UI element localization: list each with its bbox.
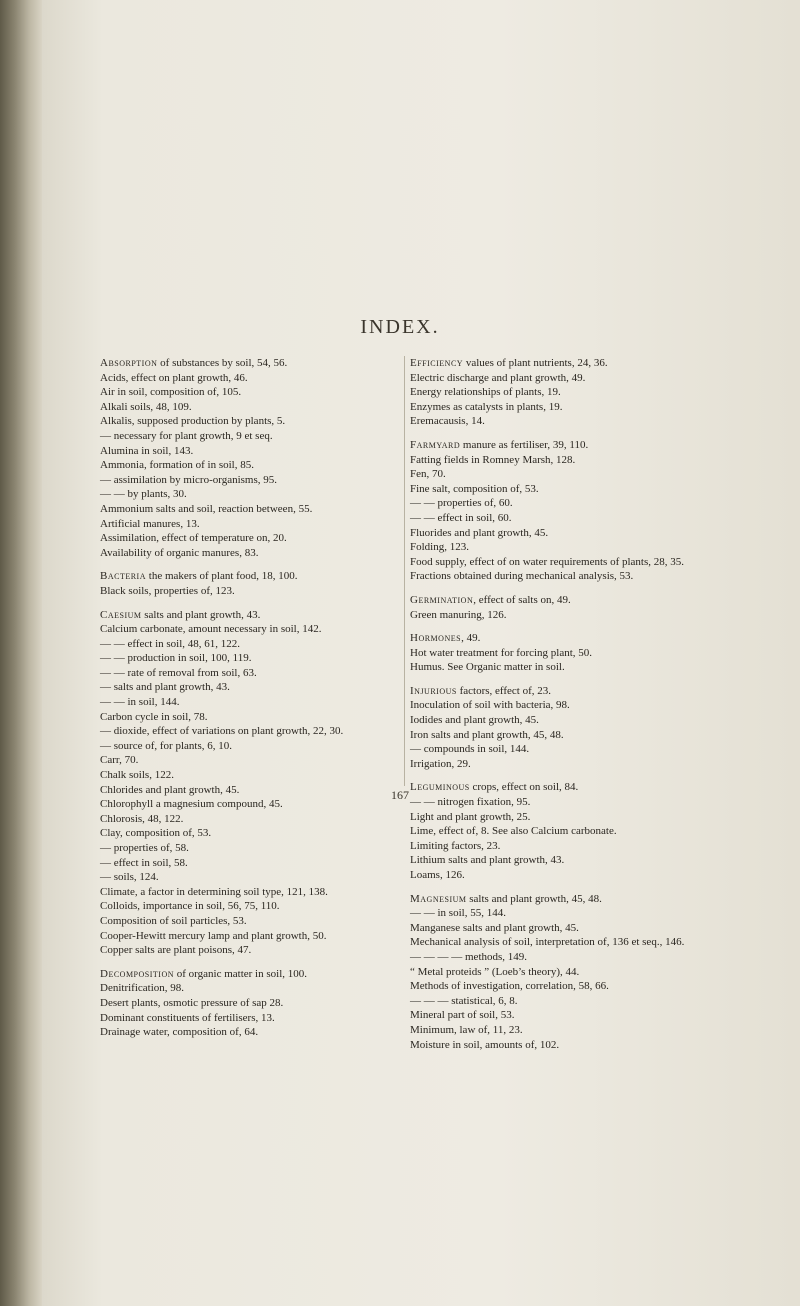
entry-text: — — properties of, 60. xyxy=(410,497,513,510)
index-entry xyxy=(410,660,730,675)
entry-text: Chlorides and plant growth, 45. xyxy=(100,783,240,796)
index-entry xyxy=(410,593,730,608)
entry-text: Artificial manures, 13. xyxy=(100,517,200,530)
index-entry xyxy=(410,356,730,371)
index-entry xyxy=(100,870,400,885)
entry-text: of organic matter in soil, 100. xyxy=(174,967,308,980)
section-gap xyxy=(100,958,400,967)
entry-text: Food supply, effect of on water requirements of plants, 28, 35. xyxy=(410,555,685,568)
index-entry xyxy=(100,929,400,944)
section-lead-word: Decomposition xyxy=(100,967,175,980)
index-entry xyxy=(410,438,730,453)
entry-text: Iron salts and plant growth, 45, 48. xyxy=(410,728,564,741)
index-entry xyxy=(100,637,400,652)
index-entry xyxy=(410,1023,730,1038)
entry-text: Chalk soils, 122. xyxy=(100,769,174,782)
entry-text: Chlorophyll a magnesium compound, 45. xyxy=(100,798,283,811)
entry-text: Drainage water, composition of, 64. xyxy=(100,1026,259,1039)
section-gap xyxy=(410,771,730,780)
index-entry xyxy=(410,631,730,646)
section-lead-word: Absorption xyxy=(100,357,158,369)
section-gap xyxy=(410,675,730,684)
entry-text: Irrigation, 29. xyxy=(410,757,471,770)
entry-text: “ Metal proteids ” (Loeb’s theory), 44. xyxy=(410,965,580,978)
index-entry xyxy=(410,950,730,965)
index-entry xyxy=(100,429,400,444)
entry-text: Ammonium salts and soil, reaction between, 55. xyxy=(100,502,313,515)
index-entry xyxy=(410,921,730,936)
index-entry xyxy=(410,385,730,400)
entry-text: Calcium carbonate, amount necessary in soil, 142. xyxy=(100,623,322,636)
entry-text: Air in soil, composition of, 105. xyxy=(100,386,242,399)
index-entry xyxy=(410,371,730,386)
entry-text: the makers of plant food, 18, 100. xyxy=(146,570,298,583)
entry-text: Limiting factors, 23. xyxy=(410,839,501,852)
entry-text: Loams, 126. xyxy=(410,869,465,881)
index-entry xyxy=(100,356,400,371)
entry-text: Ammonia, formation of in soil, 85. xyxy=(100,459,254,472)
entry-text: Chlorosis, 48, 122. xyxy=(100,812,184,825)
index-entry xyxy=(100,996,400,1011)
entry-text: Manganese salts and plant growth, 45. xyxy=(410,921,579,934)
section-gap xyxy=(100,560,400,569)
index-entry xyxy=(100,812,400,827)
section-lead-word: Caesium xyxy=(100,608,142,621)
index-entry xyxy=(410,684,730,699)
section-gap xyxy=(410,622,730,631)
index-entry xyxy=(410,1038,730,1053)
page-number: 167 xyxy=(391,788,409,802)
index-entry xyxy=(100,517,400,532)
index-entry xyxy=(410,555,730,570)
entry-text: , 49. xyxy=(461,632,481,645)
entry-text: — effect in soil, 58. xyxy=(100,856,188,869)
entry-text: Copper salts are plant poisons, 47. xyxy=(100,944,252,957)
entry-text: factors, effect of, 23. xyxy=(456,684,552,697)
index-entry xyxy=(100,622,400,637)
entry-text: crops, effect on soil, 84. xyxy=(469,781,579,794)
index-entry xyxy=(100,666,400,681)
section-gap xyxy=(410,883,730,892)
index-entry xyxy=(410,608,730,623)
entry-text: — source of, for plants, 6, 10. xyxy=(100,739,232,752)
section-lead-word: Farmyard xyxy=(410,438,461,451)
index-entry xyxy=(100,710,400,725)
index-entry xyxy=(100,531,400,546)
section-gap xyxy=(410,429,730,438)
index-entry xyxy=(100,841,400,856)
index-entry xyxy=(410,994,730,1009)
entry-text: Desert plants, osmotic pressure of sap 28. xyxy=(100,996,284,1009)
entry-text: , effect of salts on, 49. xyxy=(473,593,571,606)
entry-text: Inoculation of soil with bacteria, 98. xyxy=(410,699,570,712)
index-entry xyxy=(410,496,730,511)
entry-text: Carr, 70. xyxy=(100,754,139,767)
entry-text: — soils, 124. xyxy=(100,871,159,884)
entry-text: Fluorides and plant growth, 45. xyxy=(410,526,549,539)
index-entry xyxy=(100,546,400,561)
entry-text: salts and plant growth, 43. xyxy=(141,608,261,621)
index-entry xyxy=(100,899,400,914)
entry-text: Fine salt, composition of, 53. xyxy=(410,482,539,495)
section-lead-word: Magnesium xyxy=(410,892,467,905)
entry-text: — — in soil, 144. xyxy=(100,696,180,709)
section-gap xyxy=(410,584,730,593)
entry-text: manure as fertiliser, 39, 110. xyxy=(460,438,589,451)
index-entry xyxy=(410,906,730,921)
entry-text: Alumina in soil, 143. xyxy=(100,444,194,457)
index-entry xyxy=(100,569,400,584)
index-entry xyxy=(100,473,400,488)
index-entry xyxy=(410,511,730,526)
index-entry xyxy=(100,444,400,459)
entry-text: — properties of, 58. xyxy=(100,842,189,854)
entry-text: Denitrification, 98. xyxy=(100,982,185,995)
entry-text: — dioxide, effect of variations on plant growth, 22, 30. xyxy=(100,725,344,738)
index-entry xyxy=(410,526,730,541)
index-entry xyxy=(410,569,730,584)
entry-text: Fen, 70. xyxy=(410,468,446,481)
index-entry xyxy=(410,414,730,429)
index-entry xyxy=(410,742,730,757)
entry-text: — necessary for plant growth, 9 et seq. xyxy=(100,429,273,442)
entry-text: Black soils, properties of, 123. xyxy=(100,584,235,597)
entry-text: — assimilation by micro-organisms, 95. xyxy=(100,473,278,486)
index-entry xyxy=(410,467,730,482)
index-entry xyxy=(410,935,730,950)
index-entry xyxy=(410,965,730,980)
index-entry xyxy=(410,868,730,883)
index-entry xyxy=(410,698,730,713)
index-entry xyxy=(410,540,730,555)
index-entry xyxy=(100,739,400,754)
entry-text: Energy relationships of plants, 19. xyxy=(410,386,561,399)
index-column-left xyxy=(100,356,400,1040)
index-column-right xyxy=(410,356,730,1052)
entry-text: Hot water treatment for forcing plant, 50. xyxy=(410,646,593,659)
entry-text: Moisture in soil, amounts of, 102. xyxy=(410,1038,560,1051)
index-entry xyxy=(100,400,400,415)
entry-text: Colloids, importance in soil, 56, 75, 110. xyxy=(100,900,280,913)
index-entry xyxy=(410,892,730,907)
index-entry xyxy=(410,400,730,415)
entry-text: Folding, 123. xyxy=(410,541,469,554)
index-entry xyxy=(100,943,400,958)
book-spine-edge xyxy=(0,0,42,1306)
index-entry xyxy=(410,853,730,868)
entry-text: — — by plants, 30. xyxy=(100,488,187,501)
entry-text: Cooper-Hewitt mercury lamp and plant growth, 50. xyxy=(100,929,327,942)
entry-text: Alkalis, supposed production by plants, 5. xyxy=(100,415,286,428)
entry-text: Minimum, law of, 11, 23. xyxy=(410,1023,523,1036)
entry-text: salts and plant growth, 45, 48. xyxy=(466,892,602,905)
section-lead-word: Leguminous xyxy=(410,781,470,794)
entry-text: — — effect in soil, 48, 61, 122. xyxy=(100,637,241,650)
entry-text: — — effect in soil, 60. xyxy=(410,511,512,524)
entry-text: Fatting fields in Romney Marsh, 128. xyxy=(410,453,576,466)
index-entry xyxy=(100,385,400,400)
section-lead-word: Efficiency xyxy=(410,357,464,369)
index-entry xyxy=(410,810,730,825)
section-lead-word: Bacteria xyxy=(100,570,147,583)
index-entry xyxy=(100,584,400,599)
entry-text: Fractions obtained during mechanical analysis, 53. xyxy=(410,570,634,583)
index-entry xyxy=(100,753,400,768)
index-entry xyxy=(410,979,730,994)
entry-text: Availability of organic manures, 83. xyxy=(100,546,259,559)
entry-text: values of plant nutrients, 24, 36. xyxy=(463,357,608,369)
index-entry xyxy=(100,914,400,929)
index-entry xyxy=(100,695,400,710)
entry-text: Mechanical analysis of soil, interpretation of, 136 et seq., 146. xyxy=(410,936,685,949)
entry-text: Alkali soils, 48, 109. xyxy=(100,400,192,413)
index-entry xyxy=(410,824,730,839)
entry-text: of substances by soil, 54, 56. xyxy=(157,357,288,369)
entry-text: — — in soil, 55, 144. xyxy=(410,907,506,920)
index-entry xyxy=(100,414,400,429)
index-entry xyxy=(410,646,730,661)
index-entry xyxy=(410,728,730,743)
entry-text: Climate, a factor in determining soil type, 121, 138. xyxy=(100,885,328,898)
index-entry xyxy=(410,839,730,854)
index-entry xyxy=(100,856,400,871)
entry-text: Carbon cycle in soil, 78. xyxy=(100,710,208,723)
index-entry xyxy=(100,724,400,739)
entry-text: Mineral part of soil, 53. xyxy=(410,1009,515,1022)
entry-text: Light and plant growth, 25. xyxy=(410,810,531,823)
entry-text: — compounds in soil, 144. xyxy=(410,743,530,756)
entry-text: Lime, effect of, 8. See also Calcium carbonate. xyxy=(410,825,617,838)
entry-text: Eremacausis, 14. xyxy=(410,415,485,428)
index-entry xyxy=(100,458,400,473)
index-entry xyxy=(100,1025,400,1040)
entry-text: Assimilation, effect of temperature on, 20. xyxy=(100,532,287,545)
index-entry xyxy=(100,487,400,502)
entry-text: Methods of investigation, correlation, 58, 66. xyxy=(410,980,609,993)
index-entry xyxy=(100,768,400,783)
entry-text: Dominant constituents of fertilisers, 13. xyxy=(100,1011,275,1024)
index-entry xyxy=(100,981,400,996)
entry-text: Electric discharge and plant growth, 49. xyxy=(410,371,586,384)
column-divider xyxy=(404,356,405,786)
page-title: INDEX. xyxy=(360,316,440,338)
index-entry xyxy=(410,757,730,772)
entry-text: Enzymes as catalysts in plants, 19. xyxy=(410,400,563,413)
index-entry xyxy=(100,826,400,841)
entry-text: Clay, composition of, 53. xyxy=(100,827,212,840)
entry-text: Humus. See Organic matter in soil. xyxy=(410,661,565,674)
entry-text: — salts and plant growth, 43. xyxy=(100,681,230,694)
section-gap xyxy=(100,599,400,608)
entry-text: Composition of soil particles, 53. xyxy=(100,914,247,927)
entry-text: — — nitrogen fixation, 95. xyxy=(410,796,531,809)
index-entry xyxy=(100,885,400,900)
index-entry xyxy=(410,482,730,497)
entry-text: — — production in soil, 100, 119. xyxy=(100,652,252,665)
index-entry xyxy=(100,680,400,695)
index-entry xyxy=(410,453,730,468)
index-entry xyxy=(100,1011,400,1026)
entry-text: — — — — methods, 149. xyxy=(410,950,528,963)
index-entry xyxy=(100,371,400,386)
entry-text: Iodides and plant growth, 45. xyxy=(410,714,539,727)
entry-text: — — — statistical, 6, 8. xyxy=(410,994,518,1007)
entry-text: — — rate of removal from soil, 63. xyxy=(100,666,257,679)
entry-text: Green manuring, 126. xyxy=(410,608,507,621)
section-lead-word: Germination xyxy=(410,593,474,606)
entry-text: Lithium salts and plant growth, 43. xyxy=(410,854,565,867)
index-entry xyxy=(410,713,730,728)
index-entry xyxy=(100,651,400,666)
index-entry xyxy=(100,502,400,517)
entry-text: Acids, effect on plant growth, 46. xyxy=(100,371,248,384)
index-entry xyxy=(410,1008,730,1023)
index-entry xyxy=(100,608,400,623)
index-entry xyxy=(100,967,400,982)
section-lead-word: Injurious xyxy=(410,684,457,697)
section-lead-word: Hormones xyxy=(410,632,462,645)
